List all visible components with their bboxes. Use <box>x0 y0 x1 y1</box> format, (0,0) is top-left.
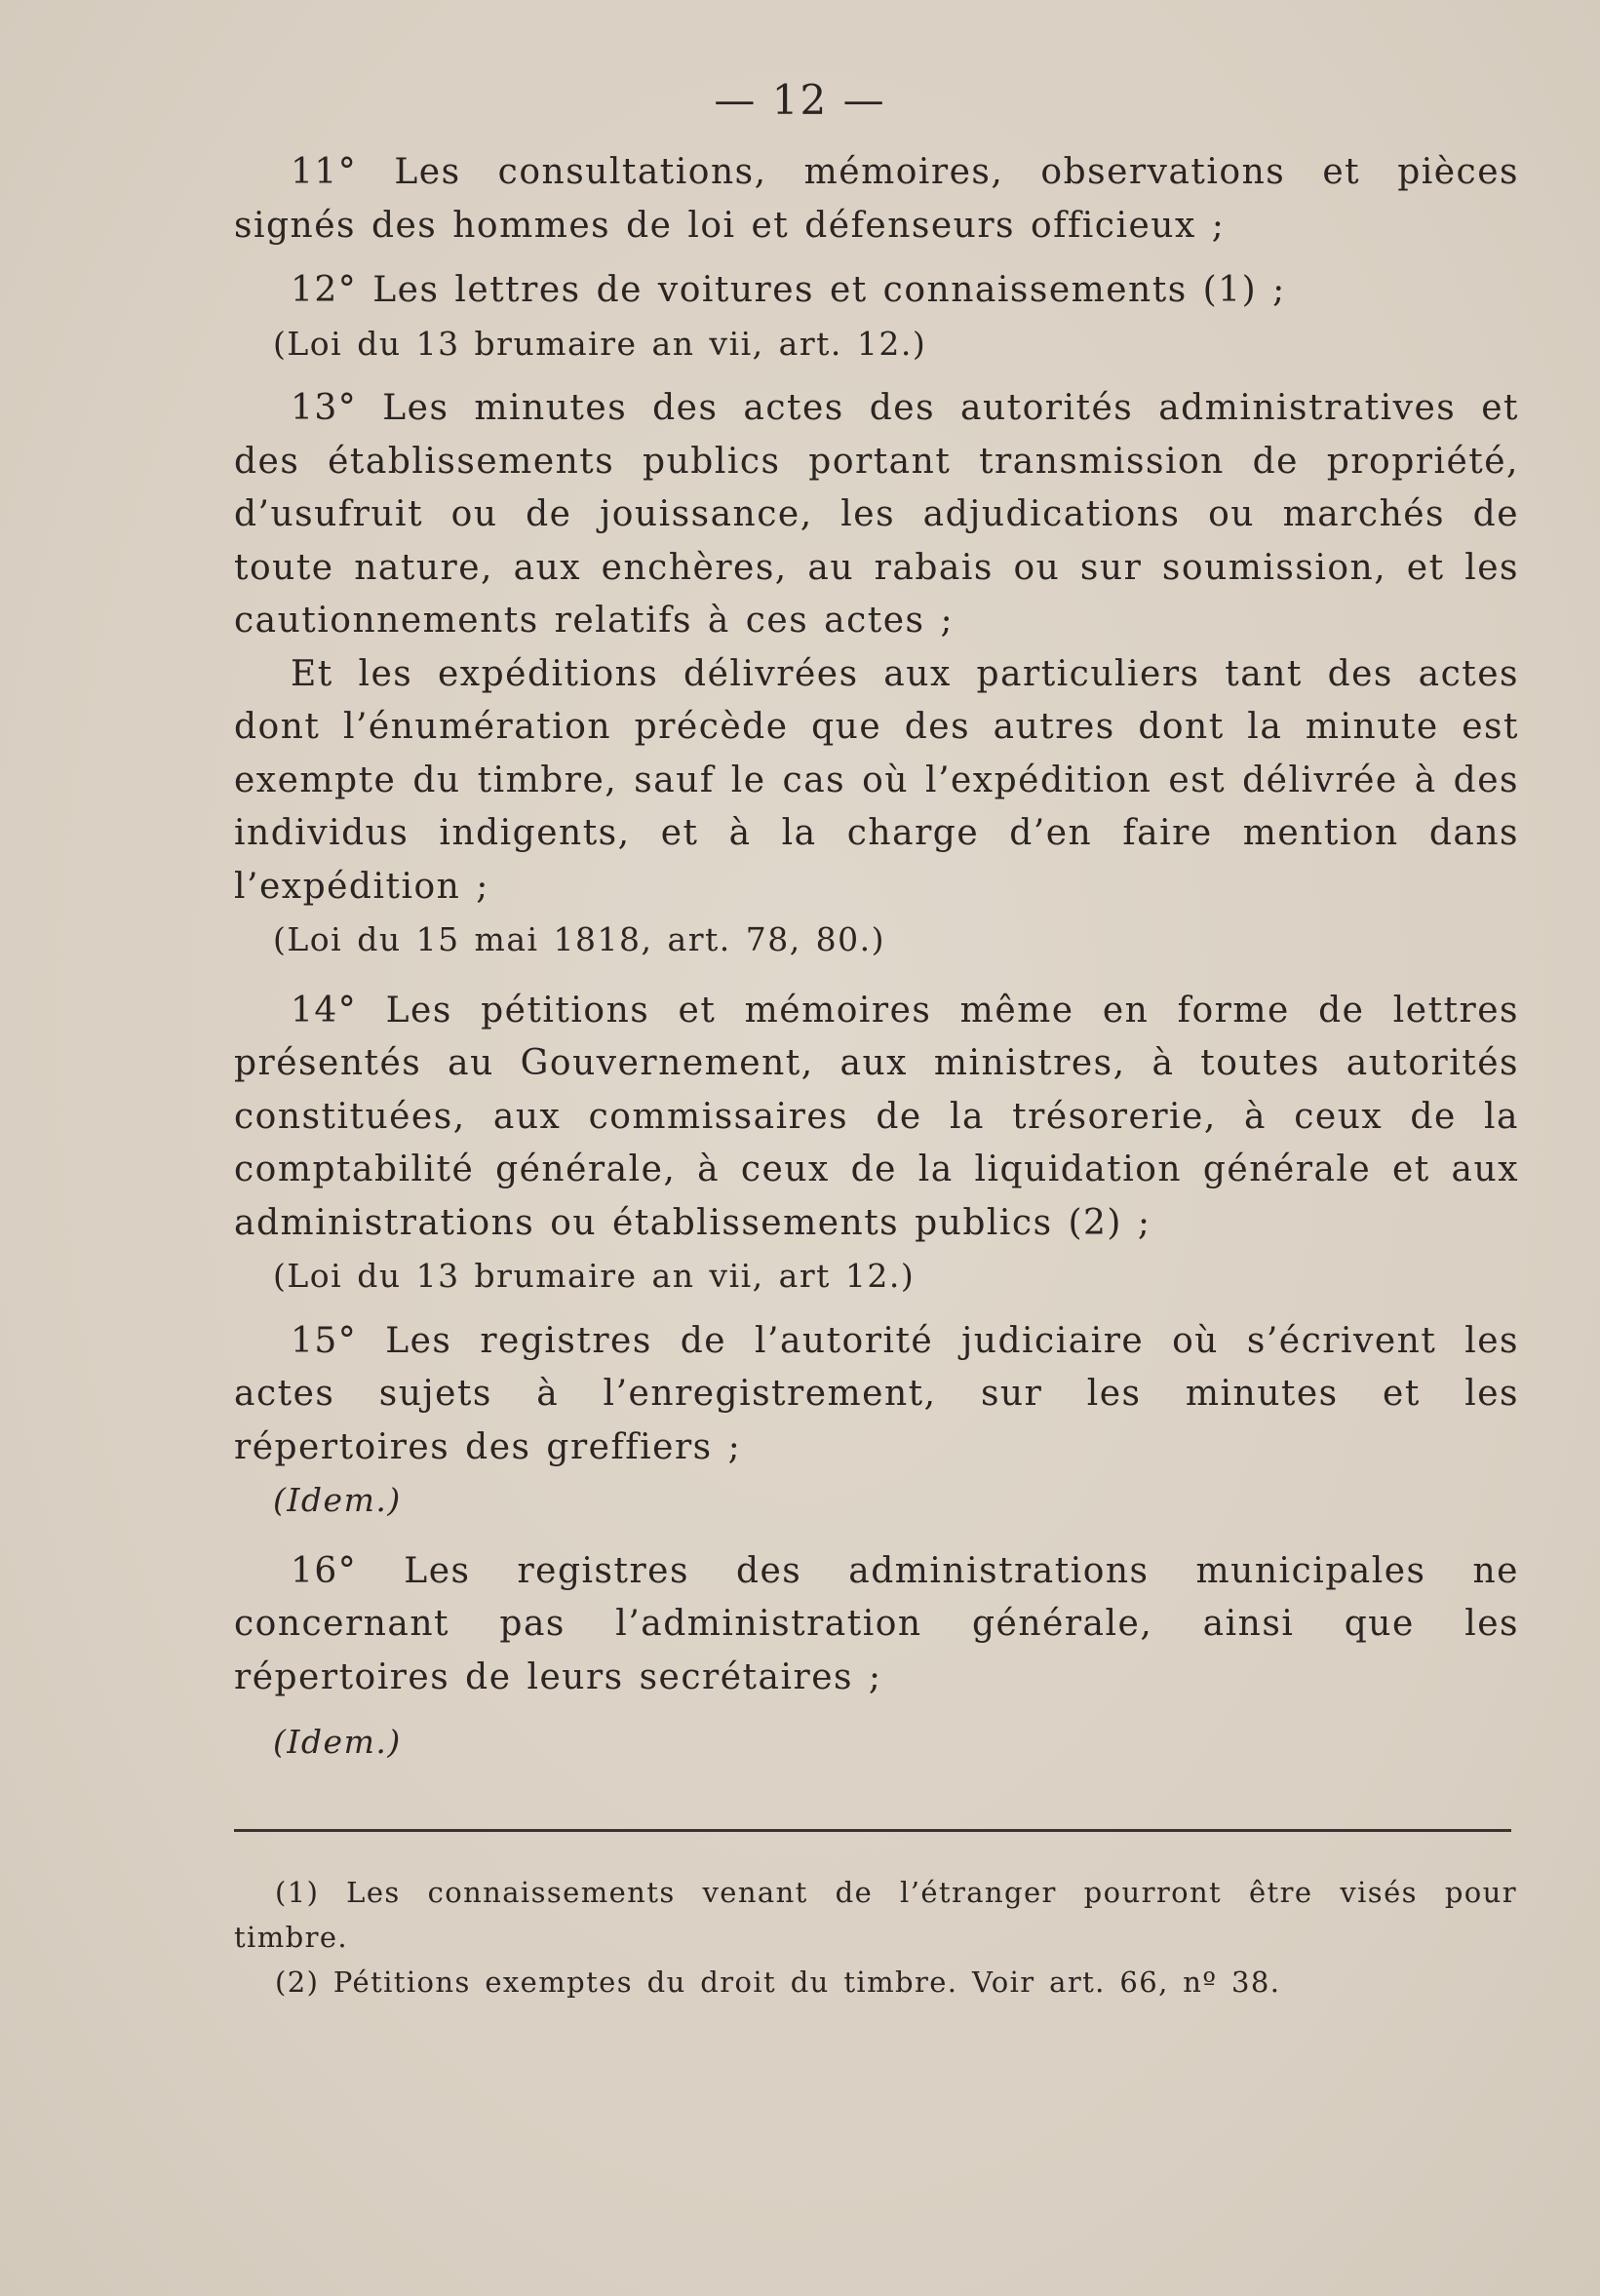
item-16: 16° Les registres des administrations municipales ne concernant pas l’administration générale, ainsi que les répertoires de leurs secrétaires ; <box>234 1550 1519 1697</box>
item-15: 15° Les registres de l’autorité judiciaire où s’écrivent les actes sujets à l’enregistrement, sur les minutes et les répertoires des greffiers ; <box>234 1320 1519 1467</box>
item-11: 11° Les consultations, mémoires, observations et pièces signés des hommes de loi et défenseurs officieux ; <box>234 152 1519 246</box>
item-13: 13° Les minutes des actes des autorités administratives et des établissements publics portant transmission de propriété, d’usufruit ou de jouissance, les adjudications ou marchés de toute nature, aux enchères, au rabais ou sur soumission, et les cautionnements relatifs à ces actes ; <box>234 388 1519 641</box>
page-number: — 12 — <box>714 76 886 124</box>
reference-item-16 <box>234 1716 1519 1770</box>
main-text <box>234 146 1519 1770</box>
reference-item-16-text: (Idem.) <box>273 1723 402 1761</box>
reference-item-14: (Loi du 13 brumaire an vii, art 12.) <box>273 1257 916 1295</box>
footnotes <box>234 1870 1517 2004</box>
reference-item-15-text: (Idem.) <box>273 1481 402 1519</box>
item-12: 12° Les lettres de voitures et connaissements (1) ; <box>291 270 1286 310</box>
footnote-2: (2) Pétitions exemptes du droit du timbre. Voir art. 66, nº 38. <box>275 1965 1281 1999</box>
reference-item-15 <box>234 1474 1519 1528</box>
footnote-1: (1) Les connaissements venant de l’étranger pourront être visés pour timbre. <box>234 1876 1517 1954</box>
footnote-divider <box>234 1829 1511 1832</box>
reference-item-12: (Loi du 13 brumaire an vii, art. 12.) <box>273 324 927 363</box>
reference-item-13: (Loi du 15 mai 1818, art. 78, 80.) <box>273 920 886 958</box>
item-14: 14° Les pétitions et mémoires même en forme de lettres présentés au Gouvernement, aux ministres, à toutes autorités constituées, aux commissaires de la trésorerie, à ceux de la comptabilité générale, à ceux de la liquidation générale et aux administrations ou établissements publics (2) ; <box>234 990 1519 1243</box>
item-13-continuation: Et les expéditions délivrées aux particuliers tant des actes dont l’énumération précède que des autres dont la minute est exempte du timbre, sauf le cas où l’expédition est délivrée à des individus indigents, et à la charge d’en faire mention dans l’expédition ; <box>234 653 1519 907</box>
